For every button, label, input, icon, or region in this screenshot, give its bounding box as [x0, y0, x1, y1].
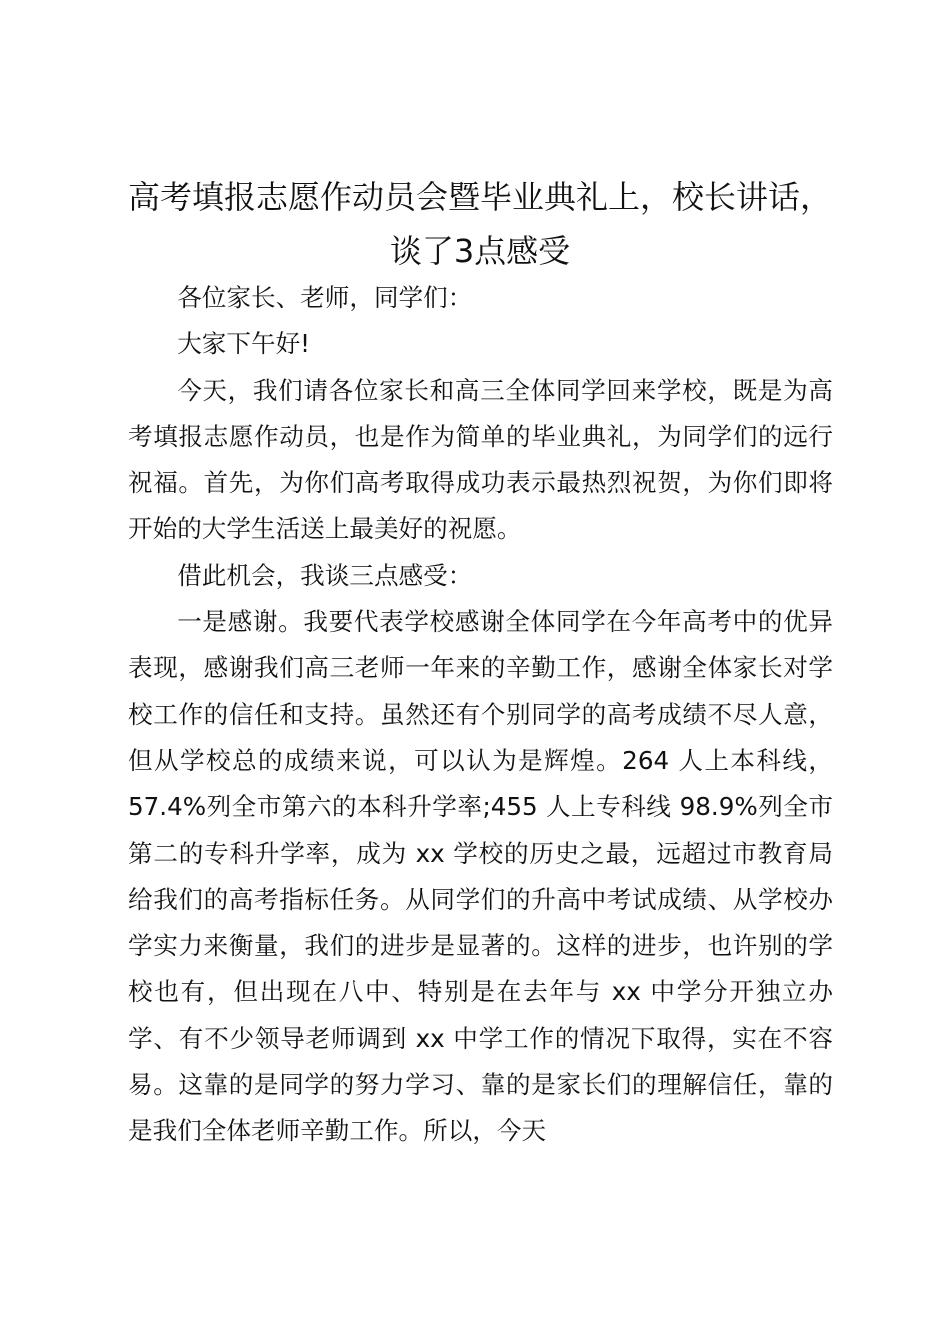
- paragraph-three-points: 借此机会，我谈三点感受：: [177, 560, 473, 590]
- paragraph-salutation: 大家下午好!: [177, 329, 311, 359]
- document-body: [128, 275, 833, 1155]
- paragraph-point-one-thanks: 一是感谢。我要代表学校感谢全体同学在今年高考中的优异表现，感谢我们高三老师一年来的辛勤工作，感谢全体家长对学校工作的信任和支持。虽然还有个别同学的高考成绩不尽人意，但从学校总的成绩来说，可以认为是辉煌。264 人上本科线，57.4%列全市第六的本科升学率;455 人上专科线 98.9%列全市第二的专科升学率，成为 xx 学校的历史之最，远超过市教育局给我们的高考指标任务。从同学们的升高中考试成绩、从学校办学实力来衡量，我们的进步是显著的。这样的进步，也许别的学校也有，但出现在八中、特别是在去年与 xx 中学分开独立办学、有不少领导老师调到 xx 中学工作的情况下取得，实在不容易。这靠的是同学的努力学习、靠的是家长们的理解信任，靠的是我们全体老师辛勤工作。所以，今天: [128, 607, 833, 1146]
- document-title: 高考填报志愿作动员会暨毕业典礼上，校长讲话，谈了3点感受: [127, 178, 832, 270]
- paragraph-greeting: 各位家长、老师，同学们：: [177, 283, 473, 312]
- paragraph-intro: 今天，我们请各位家长和高三全体同学回来学校，既是为高考填报志愿作动员，也是作为简单的毕业典礼，为同学们的远行祝福。首先，为你们高考取得成功表示最热烈祝贺，为你们即将开始的大学生活送上最美好的祝愿。: [128, 375, 833, 544]
